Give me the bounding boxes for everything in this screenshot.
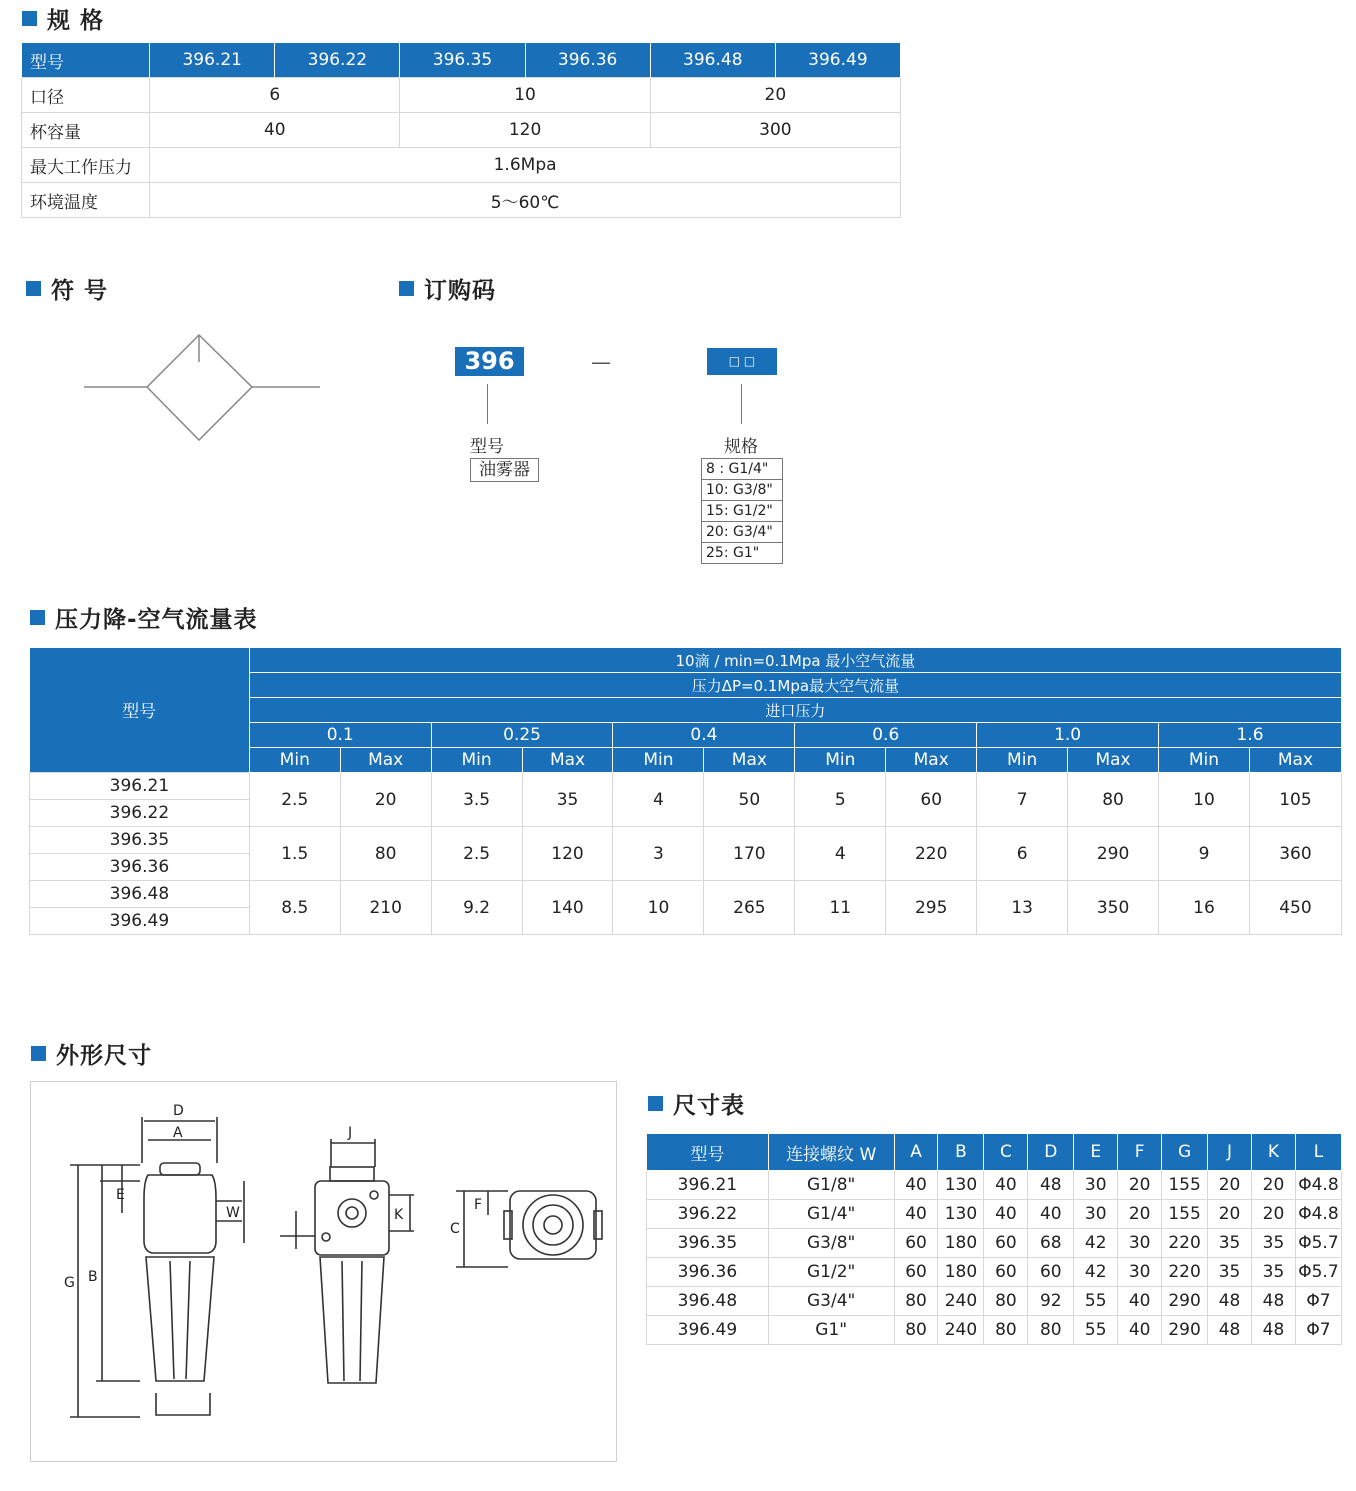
max-header: Max xyxy=(340,748,431,773)
dims-cell: 35 xyxy=(1208,1229,1252,1258)
flow-value-cell: 295 xyxy=(886,881,977,935)
dims-header-cell: 型号 xyxy=(647,1134,769,1171)
flow-value-cell: 10 xyxy=(1159,773,1250,827)
dims-cell: 48 xyxy=(1208,1316,1252,1345)
dims-section-title xyxy=(648,1087,745,1120)
dim-label-D: D xyxy=(173,1103,184,1119)
dims-cell: 30 xyxy=(1074,1171,1118,1200)
spec-cell: 20 xyxy=(650,78,900,113)
dims-cell: 40 xyxy=(1118,1287,1162,1316)
dims-cell: 155 xyxy=(1162,1200,1208,1229)
dims-cell: 30 xyxy=(1118,1258,1162,1287)
flow-value-cell: 2.5 xyxy=(431,827,522,881)
dims-cell: 240 xyxy=(938,1287,984,1316)
min-header: Min xyxy=(613,748,704,773)
dims-cell: 42 xyxy=(1074,1258,1118,1287)
dims-cell: 80 xyxy=(984,1316,1028,1345)
spec-header-cell: 396.49 xyxy=(775,43,900,78)
dims-cell: 80 xyxy=(1028,1316,1074,1345)
dims-cell: 80 xyxy=(984,1287,1028,1316)
spec-header-cell: 396.22 xyxy=(275,43,400,78)
min-header: Min xyxy=(795,748,886,773)
flow-value-cell: 210 xyxy=(340,881,431,935)
flow-model-header: 型号 xyxy=(30,648,250,773)
outline-drawing xyxy=(30,1081,618,1463)
flow-value-cell: 35 xyxy=(522,773,613,827)
order-spec-label: 规格 xyxy=(724,437,758,457)
dims-cell: G1/8" xyxy=(768,1171,894,1200)
dims-row xyxy=(647,1200,1342,1229)
pressure-header: 1.6 xyxy=(1159,723,1342,748)
dims-row xyxy=(647,1316,1342,1345)
spec-section-title xyxy=(22,2,104,35)
spec-row-label: 口径 xyxy=(22,78,150,113)
square-bullet-icon xyxy=(26,281,41,296)
dims-cell: 396.48 xyxy=(647,1287,769,1316)
max-header: Max xyxy=(886,748,977,773)
dims-cell: 130 xyxy=(938,1200,984,1229)
dims-cell: 48 xyxy=(1251,1316,1295,1345)
flow-value-cell: 105 xyxy=(1249,773,1341,827)
dims-row xyxy=(647,1287,1342,1316)
dims-cell: 220 xyxy=(1162,1258,1208,1287)
flow-value-cell: 450 xyxy=(1249,881,1341,935)
flow-value-cell: 8.5 xyxy=(249,881,340,935)
pressure-header: 0.6 xyxy=(795,723,977,748)
symbol-title-text: 符 号 xyxy=(51,278,109,304)
spec-row-bowl xyxy=(22,113,901,148)
dims-cell: 396.36 xyxy=(647,1258,769,1287)
dim-label-E: E xyxy=(116,1187,125,1203)
square-bullet-icon xyxy=(648,1096,663,1111)
spec-table xyxy=(21,43,901,218)
dims-row xyxy=(647,1229,1342,1258)
dims-header-cell: C xyxy=(984,1134,1028,1171)
dim-label-K: K xyxy=(394,1207,404,1223)
dims-cell: 60 xyxy=(984,1229,1028,1258)
dims-cell: Φ4.8 xyxy=(1295,1200,1341,1229)
min-header: Min xyxy=(1159,748,1250,773)
dims-cell: 35 xyxy=(1251,1229,1295,1258)
flow-value-cell: 4 xyxy=(613,773,704,827)
flow-value-cell: 9 xyxy=(1159,827,1250,881)
flow-model-cell: 396.22 xyxy=(30,800,250,827)
square-bullet-icon xyxy=(399,281,414,296)
flow-model-cell: 396.36 xyxy=(30,854,250,881)
dims-header-cell: F xyxy=(1118,1134,1162,1171)
dims-cell: 20 xyxy=(1118,1171,1162,1200)
dims-cell: Φ7 xyxy=(1295,1287,1341,1316)
dims-cell: 48 xyxy=(1208,1287,1252,1316)
order-section-title xyxy=(399,272,496,305)
dims-cell: 20 xyxy=(1118,1200,1162,1229)
spec-option-list xyxy=(701,458,783,564)
dims-cell: 130 xyxy=(938,1171,984,1200)
dims-cell: G3/4" xyxy=(768,1287,894,1316)
square-bullet-icon xyxy=(30,610,45,625)
dims-cell: 240 xyxy=(938,1316,984,1345)
dims-cell: 35 xyxy=(1208,1258,1252,1287)
dims-cell: 396.35 xyxy=(647,1229,769,1258)
flow-header-max-flow: 压力ΔP=0.1Mpa最大空气流量 xyxy=(249,673,1341,698)
dims-cell: 290 xyxy=(1162,1287,1208,1316)
flow-value-cell: 20 xyxy=(340,773,431,827)
square-bullet-icon xyxy=(31,1046,46,1061)
dim-label-W: W xyxy=(226,1205,240,1221)
dims-cell: 20 xyxy=(1251,1200,1295,1229)
flow-row xyxy=(30,827,1342,854)
dim-label-A: A xyxy=(173,1125,183,1141)
dim-label-G: G xyxy=(64,1275,75,1291)
model-connector-line xyxy=(487,384,488,424)
dims-cell: Φ5.7 xyxy=(1295,1258,1341,1287)
dims-cell: 180 xyxy=(938,1229,984,1258)
order-model-label: 型号 xyxy=(470,437,504,457)
max-header: Max xyxy=(1249,748,1341,773)
outline-section-title xyxy=(31,1037,152,1070)
dims-table xyxy=(646,1133,1342,1345)
dims-cell: 396.21 xyxy=(647,1171,769,1200)
flow-model-cell: 396.49 xyxy=(30,908,250,935)
flow-row xyxy=(30,773,1342,800)
lubricator-symbol-icon xyxy=(80,330,325,445)
dims-header-cell: E xyxy=(1074,1134,1118,1171)
flow-value-cell: 16 xyxy=(1159,881,1250,935)
symbol-section-title xyxy=(26,272,108,305)
spec-header-cell: 396.48 xyxy=(650,43,775,78)
spec-option: 25: G1" xyxy=(706,545,760,561)
spec-row-bore xyxy=(22,78,901,113)
flow-section-title xyxy=(30,601,258,634)
flow-model-cell: 396.21 xyxy=(30,773,250,800)
dims-cell: G3/8" xyxy=(768,1229,894,1258)
order-title-text: 订购码 xyxy=(424,278,496,304)
dim-label-J: J xyxy=(348,1125,353,1141)
spec-option: 10: G3/8" xyxy=(702,480,782,501)
spec-header-row xyxy=(22,43,901,78)
spec-header-cell: 型号 xyxy=(22,43,150,78)
flow-value-cell: 80 xyxy=(340,827,431,881)
model-code-box: 396 xyxy=(455,347,524,376)
dims-cell: 40 xyxy=(1118,1316,1162,1345)
min-header: Min xyxy=(431,748,522,773)
dims-cell: 396.22 xyxy=(647,1200,769,1229)
dims-cell: Φ4.8 xyxy=(1295,1171,1341,1200)
max-header: Max xyxy=(704,748,795,773)
flow-value-cell: 140 xyxy=(522,881,613,935)
flow-header-inlet: 进口压力 xyxy=(249,698,1341,723)
spec-cell: 6 xyxy=(150,78,400,113)
square-bullet-icon xyxy=(22,11,37,26)
dims-cell: 35 xyxy=(1251,1258,1295,1287)
dims-header-cell: G xyxy=(1162,1134,1208,1171)
spec-cell: 120 xyxy=(400,113,650,148)
flow-value-cell: 11 xyxy=(795,881,886,935)
dims-cell: 68 xyxy=(1028,1229,1074,1258)
spec-code-box: □ □ xyxy=(707,348,777,375)
dims-cell: 20 xyxy=(1208,1200,1252,1229)
spec-cell: 300 xyxy=(650,113,900,148)
dims-cell: G1/4" xyxy=(768,1200,894,1229)
spec-row-label: 杯容量 xyxy=(22,113,150,148)
spec-header-cell: 396.35 xyxy=(400,43,525,78)
pressure-header: 0.4 xyxy=(613,723,795,748)
flow-value-cell: 13 xyxy=(977,881,1068,935)
dims-header-cell: D xyxy=(1028,1134,1074,1171)
flow-value-cell: 265 xyxy=(704,881,795,935)
spec-row-label: 环境温度 xyxy=(22,183,150,218)
spec-header-cell: 396.36 xyxy=(525,43,650,78)
dims-header-cell: J xyxy=(1208,1134,1252,1171)
dims-cell: 55 xyxy=(1074,1287,1118,1316)
dims-cell: 48 xyxy=(1251,1287,1295,1316)
dims-cell: G1/2" xyxy=(768,1258,894,1287)
spec-row-pressure xyxy=(22,148,901,183)
flow-value-cell: 3.5 xyxy=(431,773,522,827)
dims-cell: 155 xyxy=(1162,1171,1208,1200)
dims-cell: 60 xyxy=(894,1229,938,1258)
flow-value-cell: 80 xyxy=(1068,773,1159,827)
dims-cell: Φ7 xyxy=(1295,1316,1341,1345)
pressure-header: 1.0 xyxy=(977,723,1159,748)
dims-header-cell: L xyxy=(1295,1134,1341,1171)
dims-cell: 220 xyxy=(1162,1229,1208,1258)
flow-value-cell: 6 xyxy=(977,827,1068,881)
dims-cell: 40 xyxy=(1028,1200,1074,1229)
spec-connector-line xyxy=(741,384,742,424)
dims-header-cell: K xyxy=(1251,1134,1295,1171)
spec-header-cell: 396.21 xyxy=(150,43,275,78)
dims-cell: 92 xyxy=(1028,1287,1074,1316)
flow-value-cell: 2.5 xyxy=(249,773,340,827)
dims-header-cell: 连接螺纹 W xyxy=(768,1134,894,1171)
flow-value-cell: 5 xyxy=(795,773,886,827)
dim-label-F: F xyxy=(474,1197,483,1213)
dims-cell: 55 xyxy=(1074,1316,1118,1345)
flow-model-cell: 396.48 xyxy=(30,881,250,908)
dims-cell: 20 xyxy=(1208,1171,1252,1200)
max-header: Max xyxy=(522,748,613,773)
dims-title-text: 尺寸表 xyxy=(673,1093,745,1119)
dims-cell: 48 xyxy=(1028,1171,1074,1200)
dims-row xyxy=(647,1171,1342,1200)
flow-value-cell: 290 xyxy=(1068,827,1159,881)
dims-header-cell: B xyxy=(938,1134,984,1171)
flow-value-cell: 7 xyxy=(977,773,1068,827)
spec-option: 8 : G1/4" xyxy=(702,459,782,480)
order-dash: — xyxy=(591,350,611,374)
dims-cell: Φ5.7 xyxy=(1295,1229,1341,1258)
dims-cell: 30 xyxy=(1118,1229,1162,1258)
flow-value-cell: 1.5 xyxy=(249,827,340,881)
flow-table xyxy=(29,647,1342,935)
flow-value-cell: 360 xyxy=(1249,827,1341,881)
order-model-name: 油雾器 xyxy=(470,458,539,482)
dims-cell: 396.49 xyxy=(647,1316,769,1345)
outline-title-text: 外形尺寸 xyxy=(56,1043,152,1069)
flow-title-text: 压力降-空气流量表 xyxy=(55,607,258,633)
dims-cell: 20 xyxy=(1251,1171,1295,1200)
spec-row-label: 最大工作压力 xyxy=(22,148,150,183)
dims-cell: 80 xyxy=(894,1316,938,1345)
spec-cell: 1.6Mpa xyxy=(150,148,901,183)
flow-value-cell: 170 xyxy=(704,827,795,881)
spec-option: 15: G1/2" xyxy=(702,501,782,522)
flow-value-cell: 350 xyxy=(1068,881,1159,935)
flow-value-cell: 3 xyxy=(613,827,704,881)
dim-label-C: C xyxy=(450,1221,460,1237)
dims-header-row xyxy=(647,1134,1342,1171)
flow-row xyxy=(30,881,1342,908)
dims-cell: 60 xyxy=(894,1258,938,1287)
pressure-header: 0.1 xyxy=(249,723,431,748)
dims-cell: 60 xyxy=(984,1258,1028,1287)
pressure-header: 0.25 xyxy=(431,723,613,748)
spec-row-temp xyxy=(22,183,901,218)
min-header: Min xyxy=(977,748,1068,773)
dims-cell: 180 xyxy=(938,1258,984,1287)
dims-cell: 30 xyxy=(1074,1200,1118,1229)
dims-cell: 40 xyxy=(984,1200,1028,1229)
flow-value-cell: 220 xyxy=(886,827,977,881)
dims-cell: 40 xyxy=(894,1171,938,1200)
dims-cell: 40 xyxy=(894,1200,938,1229)
flow-model-cell: 396.35 xyxy=(30,827,250,854)
flow-value-cell: 10 xyxy=(613,881,704,935)
dims-cell: G1" xyxy=(768,1316,894,1345)
spec-cell: 40 xyxy=(150,113,400,148)
min-header: Min xyxy=(249,748,340,773)
dim-label-B: B xyxy=(88,1269,98,1285)
flow-value-cell: 4 xyxy=(795,827,886,881)
flow-header-min-flow: 10滴 / min=0.1Mpa 最小空气流量 xyxy=(249,648,1341,673)
spec-title-text: 规 格 xyxy=(47,8,105,34)
dims-cell: 290 xyxy=(1162,1316,1208,1345)
flow-value-cell: 9.2 xyxy=(431,881,522,935)
dims-cell: 42 xyxy=(1074,1229,1118,1258)
dims-cell: 40 xyxy=(984,1171,1028,1200)
dims-cell: 80 xyxy=(894,1287,938,1316)
dims-header-cell: A xyxy=(894,1134,938,1171)
spec-cell: 10 xyxy=(400,78,650,113)
flow-value-cell: 60 xyxy=(886,773,977,827)
spec-option: 20: G3/4" xyxy=(702,522,782,543)
dims-row xyxy=(647,1258,1342,1287)
dims-cell: 60 xyxy=(1028,1258,1074,1287)
flow-value-cell: 50 xyxy=(704,773,795,827)
max-header: Max xyxy=(1068,748,1159,773)
flow-value-cell: 120 xyxy=(522,827,613,881)
spec-cell: 5～60℃ xyxy=(150,183,901,218)
